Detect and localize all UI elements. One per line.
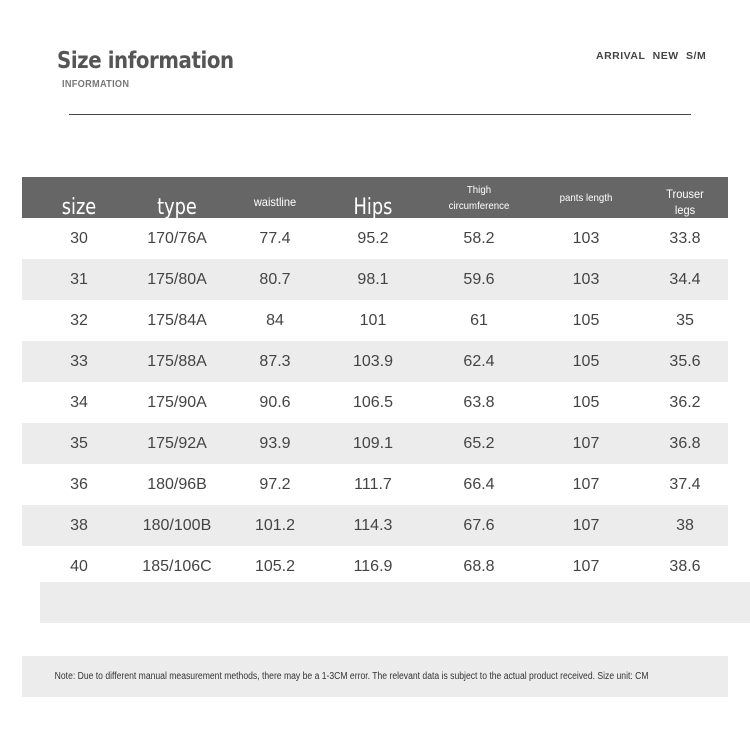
- header-hips: Hips: [353, 194, 393, 220]
- table-cell: 31: [70, 270, 88, 288]
- table-row: [22, 341, 728, 382]
- table-body: [22, 218, 728, 587]
- table-cell: 107: [572, 557, 600, 575]
- table-cell: 66.4: [463, 475, 495, 493]
- header-trouser-legs: Trouser legs: [666, 186, 704, 217]
- table-cell: 109.1: [352, 434, 394, 452]
- table-cell: 38: [676, 516, 694, 534]
- table-cell: 111.7: [354, 475, 392, 493]
- table-cell: 36.2: [669, 393, 701, 411]
- table-cell: 107: [572, 516, 600, 534]
- table-header: [22, 177, 728, 218]
- table-cell: 40: [70, 557, 88, 575]
- table-row: [22, 300, 728, 341]
- page-subtitle: INFORMATION: [62, 79, 130, 90]
- table-cell: 37.4: [669, 475, 701, 493]
- table-cell: 170/76A: [147, 229, 207, 247]
- table-cell: 107: [572, 475, 600, 493]
- table-cell: 180/96B: [147, 475, 207, 493]
- table-cell: 34.4: [669, 270, 701, 288]
- table-cell: 101.2: [254, 516, 296, 534]
- table-row: [22, 464, 728, 505]
- table-cell: 30: [70, 229, 88, 247]
- table-cell: 105: [572, 311, 600, 329]
- header-thigh: Thigh circumference: [448, 183, 510, 212]
- title-divider: [69, 114, 691, 115]
- table-cell: 97.2: [259, 475, 291, 493]
- size-table: [22, 177, 728, 587]
- table-cell: 38.6: [669, 557, 701, 575]
- header-size: size: [61, 194, 97, 220]
- table-cell: 106.5: [352, 393, 394, 411]
- table-row: [22, 218, 728, 259]
- table-cell: 67.6: [463, 516, 495, 534]
- table-cell: 35: [70, 434, 88, 452]
- table-cell: 36: [70, 475, 88, 493]
- table-cell: 103: [572, 229, 600, 247]
- header-waistline: waistline: [253, 194, 297, 209]
- table-cell: 93.9: [259, 434, 291, 452]
- table-cell: 175/90A: [147, 393, 207, 411]
- table-cell: 32: [70, 311, 88, 329]
- table-cell: 175/88A: [147, 352, 207, 370]
- table-cell: 80.7: [259, 270, 291, 288]
- table-row: [22, 423, 728, 464]
- table-cell: 103.9: [352, 352, 394, 370]
- table-cell: 107: [572, 434, 600, 452]
- table-cell: 77.4: [259, 229, 291, 247]
- table-cell: 105.2: [254, 557, 296, 575]
- table-cell: 175/80A: [147, 270, 207, 288]
- table-cell: 61: [470, 311, 488, 329]
- table-cell: 63.8: [463, 393, 495, 411]
- table-cell: 95.2: [357, 229, 389, 247]
- table-cell: 101: [359, 311, 387, 329]
- table-row: [22, 505, 728, 546]
- table-cell: 59.6: [463, 270, 495, 288]
- measurement-note: [22, 656, 728, 697]
- table-cell: 35.6: [669, 352, 701, 370]
- table-row: [22, 259, 728, 300]
- table-cell: 87.3: [259, 352, 291, 370]
- table-cell: 116.9: [353, 557, 393, 575]
- table-cell: 62.4: [463, 352, 495, 370]
- table-cell: 35: [676, 311, 694, 329]
- table-cell: 180/100B: [142, 516, 212, 534]
- table-cell: 36.8: [669, 434, 701, 452]
- table-cell: 105: [572, 352, 600, 370]
- table-cell: 175/92A: [147, 434, 207, 452]
- header-pants-length: pants length: [559, 191, 613, 204]
- table-cell: 38: [70, 516, 88, 534]
- table-cell: 58.2: [463, 229, 495, 247]
- table-cell: 33: [70, 352, 88, 370]
- table-cell: 84: [266, 311, 284, 329]
- header-type: type: [157, 194, 197, 220]
- table-cell: 33.8: [669, 229, 701, 247]
- table-cell: 103: [572, 270, 600, 288]
- arrival-badge: ARRIVAL NEW S/M: [596, 50, 707, 62]
- table-cell: 185/106C: [142, 557, 212, 575]
- table-row: [22, 382, 728, 423]
- table-cell: 175/84A: [147, 311, 207, 329]
- table-cell: 34: [70, 393, 88, 411]
- table-cell: 114.3: [353, 516, 393, 534]
- table-cell: 98.1: [357, 270, 389, 288]
- page-title: Size information: [57, 48, 234, 74]
- table-row: [22, 546, 728, 587]
- empty-row: [40, 582, 750, 623]
- table-cell: 105: [572, 393, 600, 411]
- table-cell: 90.6: [259, 393, 291, 411]
- note-text: Note: Due to different manual measurement methods, there may be a 1-3CM error. The relevant data is subject to the actual product received. Size unit: CM: [54, 671, 649, 682]
- table-cell: 68.8: [463, 557, 495, 575]
- table-cell: 65.2: [463, 434, 495, 452]
